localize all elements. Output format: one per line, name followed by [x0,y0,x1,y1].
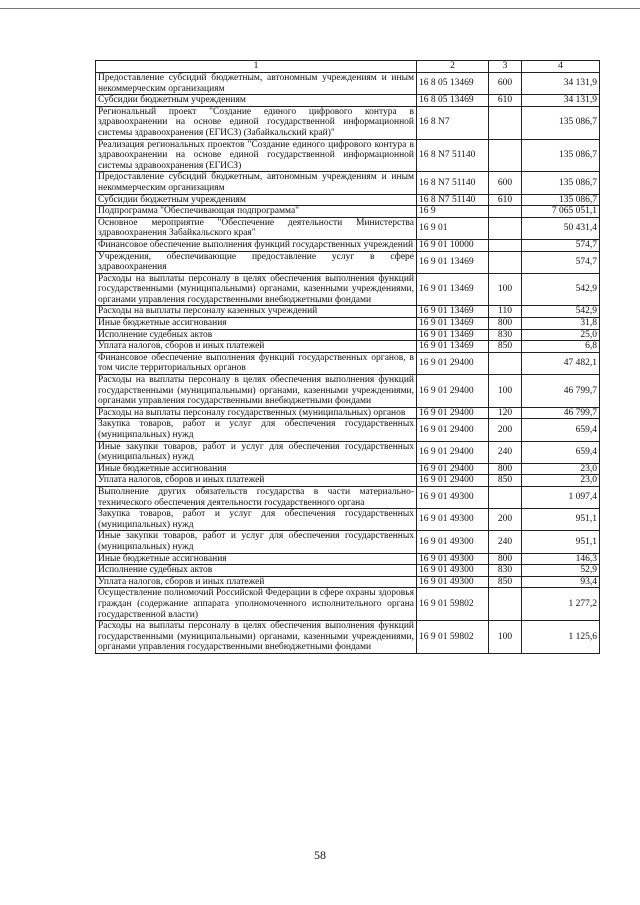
cell-code: 16 9 01 49300 [417,531,489,553]
cell-name: Основное мероприятие "Обеспечение деятельности Министерства здравоохранения Забайкальского края" [96,217,417,239]
table-row [96,172,600,194]
cell-amount: 951,1 [522,531,600,553]
cell-code: 16 8 N7 51140 [417,172,489,194]
cell-type: 830 [489,329,522,341]
cell-type [489,106,522,139]
table-row [96,576,600,588]
cell-amount: 135 086,7 [522,194,600,206]
cell-type: 200 [489,419,522,441]
cell-code: 16 8 N7 51140 [417,194,489,206]
cell-name: Выполнение других обязательств государства в части материально-технического обеспечения деятельности государственного органа [96,486,417,508]
table-row [96,419,600,441]
cell-type: 800 [489,553,522,565]
cell-code: 16 8 05 13469 [417,95,489,107]
cell-name: Осуществление полномочий Российской Федерации в сфере охраны здоровья граждан (содержание аппарата уполномоченного исполнительного органа государственной власти) [96,588,417,621]
cell-code: 16 9 01 13469 [417,306,489,318]
table-row [96,251,600,273]
cell-name: Подпрограмма "Обеспечивающая подпрограмма" [96,206,417,218]
cell-type: 200 [489,509,522,531]
table-row [96,217,600,239]
cell-code: 16 8 N7 [417,106,489,139]
cell-type [489,486,522,508]
header-cell-code: 2 [417,61,489,73]
cell-type: 110 [489,306,522,318]
cell-amount: 34 131,9 [522,73,600,95]
cell-code: 16 9 01 49300 [417,509,489,531]
cell-code: 16 9 01 49300 [417,565,489,577]
table-row [96,273,600,306]
table-row [96,463,600,475]
cell-code: 16 9 01 13469 [417,341,489,353]
cell-code: 16 9 01 49300 [417,553,489,565]
cell-code: 16 9 01 29400 [417,407,489,419]
header-cell-amount: 4 [522,61,600,73]
table-row [96,106,600,139]
cell-code: 16 9 01 59802 [417,621,489,654]
cell-type: 100 [489,273,522,306]
cell-name: Финансовое обеспечение выполнения функций государственных органов, в том числе территориальных органов [96,352,417,374]
cell-amount: 23,0 [522,475,600,487]
cell-amount: 34 131,9 [522,95,600,107]
cell-name: Иные закупки товаров, работ и услуг для обеспечения государственных (муниципальных) нужд [96,531,417,553]
page-number: 58 [314,848,326,862]
table-row [96,139,600,172]
table-row [96,375,600,408]
cell-amount: 542,9 [522,273,600,306]
cell-name: Иные бюджетные ассигнования [96,553,417,565]
cell-amount: 7 065 051,1 [522,206,600,218]
table-row [96,306,600,318]
cell-name: Иные бюджетные ассигнования [96,463,417,475]
cell-code: 16 9 [417,206,489,218]
cell-code: 16 9 01 29400 [417,463,489,475]
cell-name: Предоставление субсидий бюджетным, автономным учреждениям и иным некоммерческим организациям [96,172,417,194]
cell-type: 830 [489,565,522,577]
cell-name: Реализация региональных проектов "Создание единого цифрового контура в здравоохранении на основе единой государственной информационной системы здравоохранения (ЕГИСЗ) [96,139,417,172]
header-cell-name: 1 [96,61,417,73]
cell-type: 850 [489,576,522,588]
cell-type [489,588,522,621]
cell-name: Исполнение судебных актов [96,565,417,577]
cell-name: Уплата налогов, сборов и иных платежей [96,475,417,487]
cell-name: Предоставление субсидий бюджетным, автономным учреждениям и иным некоммерческим организациям [96,73,417,95]
cell-code: 16 9 01 13469 [417,251,489,273]
cell-type: 600 [489,73,522,95]
cell-amount: 93,4 [522,576,600,588]
cell-type: 240 [489,441,522,463]
cell-code: 16 8 N7 51140 [417,139,489,172]
cell-code: 16 9 01 29400 [417,475,489,487]
cell-name: Иные закупки товаров, работ и услуг для обеспечения государственных (муниципальных) нужд [96,441,417,463]
cell-code: 16 9 01 29400 [417,375,489,408]
cell-type: 850 [489,341,522,353]
cell-type [489,251,522,273]
cell-name: Расходы на выплаты персоналу государственных (муниципальных) органов [96,407,417,419]
budget-table [95,60,600,654]
cell-code: 16 9 01 29400 [417,419,489,441]
table-body [96,61,600,654]
table-row [96,486,600,508]
cell-name: Расходы на выплаты персоналу в целях обеспечения выполнения функций государственными (муниципальными) органами, казенными учреждениями, органами управления государственными внебюджетными фондами [96,273,417,306]
cell-code: 16 9 01 29400 [417,352,489,374]
table-row [96,588,600,621]
header-cell-type: 3 [489,61,522,73]
table-row [96,475,600,487]
cell-amount: 25,0 [522,329,600,341]
cell-amount: 574,7 [522,239,600,251]
cell-type [489,239,522,251]
cell-name: Региональный проект "Создание единого цифрового контура в здравоохранении на основе единой государственной информационной системы здравоохранения (ЕГИСЗ) (Забайкальский край)" [96,106,417,139]
cell-name: Уплата налогов, сборов и иных платежей [96,576,417,588]
cell-name: Закупка товаров, работ и услуг для обеспечения государственных (муниципальных) нужд [96,509,417,531]
table-row [96,441,600,463]
cell-code: 16 9 01 59802 [417,588,489,621]
table-row [96,531,600,553]
cell-code: 16 9 01 [417,217,489,239]
table-row [96,352,600,374]
cell-amount: 146,3 [522,553,600,565]
cell-name: Исполнение судебных актов [96,329,417,341]
cell-type [489,206,522,218]
cell-amount: 6,8 [522,341,600,353]
cell-name: Расходы на выплаты персоналу в целях обеспечения выполнения функций государственными (муниципальными) органами, казенными учреждениями, органами управления государственными внебюджетными фондами [96,621,417,654]
cell-name: Субсидии бюджетным учреждениям [96,194,417,206]
cell-name: Расходы на выплаты персоналу в целях обеспечения выполнения функций государственными (муниципальными) органами, казенными учреждениями, органами управления государственными внебюджетными фондами [96,375,417,408]
cell-name: Иные бюджетные ассигнования [96,318,417,330]
cell-type: 240 [489,531,522,553]
cell-amount: 542,9 [522,306,600,318]
cell-type: 610 [489,95,522,107]
cell-code: 16 9 01 29400 [417,441,489,463]
cell-name: Финансовое обеспечение выполнения функций государственных учреждений [96,239,417,251]
table-row [96,206,600,218]
cell-amount: 1 277,2 [522,588,600,621]
cell-code: 16 9 01 49300 [417,576,489,588]
cell-code: 16 9 01 13469 [417,318,489,330]
table-row [96,73,600,95]
cell-code: 16 8 05 13469 [417,73,489,95]
table-row [96,341,600,353]
header-row [96,61,600,73]
cell-amount: 135 086,7 [522,172,600,194]
table-row [96,621,600,654]
cell-amount: 135 086,7 [522,139,600,172]
cell-amount: 31,8 [522,318,600,330]
cell-amount: 135 086,7 [522,106,600,139]
cell-type [489,217,522,239]
cell-amount: 951,1 [522,509,600,531]
cell-name: Закупка товаров, работ и услуг для обеспечения государственных (муниципальных) нужд [96,419,417,441]
cell-type: 800 [489,463,522,475]
cell-name: Учреждения, обеспечивающие предоставление услуг в сфере здравоохранения [96,251,417,273]
cell-type [489,139,522,172]
cell-amount: 659,4 [522,441,600,463]
cell-code: 16 9 01 13469 [417,329,489,341]
table-row [96,318,600,330]
cell-name: Субсидии бюджетным учреждениям [96,95,417,107]
cell-name: Расходы на выплаты персоналу казенных учреждений [96,306,417,318]
table-row [96,553,600,565]
cell-amount: 47 482,1 [522,352,600,374]
cell-name: Уплата налогов, сборов и иных платежей [96,341,417,353]
table-row [96,329,600,341]
top-edge-rule [0,8,640,9]
cell-type: 600 [489,172,522,194]
cell-amount: 50 431,4 [522,217,600,239]
cell-type: 800 [489,318,522,330]
cell-type [489,352,522,374]
cell-amount: 574,7 [522,251,600,273]
cell-amount: 23,0 [522,463,600,475]
cell-type: 850 [489,475,522,487]
cell-code: 16 9 01 10000 [417,239,489,251]
cell-type: 610 [489,194,522,206]
cell-type: 100 [489,375,522,408]
table-row [96,407,600,419]
table-row [96,509,600,531]
cell-amount: 659,4 [522,419,600,441]
table-row [96,239,600,251]
cell-amount: 1 125,6 [522,621,600,654]
cell-type: 100 [489,621,522,654]
cell-amount: 52,9 [522,565,600,577]
cell-amount: 46 799,7 [522,375,600,408]
cell-amount: 46 799,7 [522,407,600,419]
cell-amount: 1 097,4 [522,486,600,508]
cell-type: 120 [489,407,522,419]
cell-code: 16 9 01 49300 [417,486,489,508]
table-row [96,565,600,577]
cell-code: 16 9 01 13469 [417,273,489,306]
table-row [96,95,600,107]
table-row [96,194,600,206]
